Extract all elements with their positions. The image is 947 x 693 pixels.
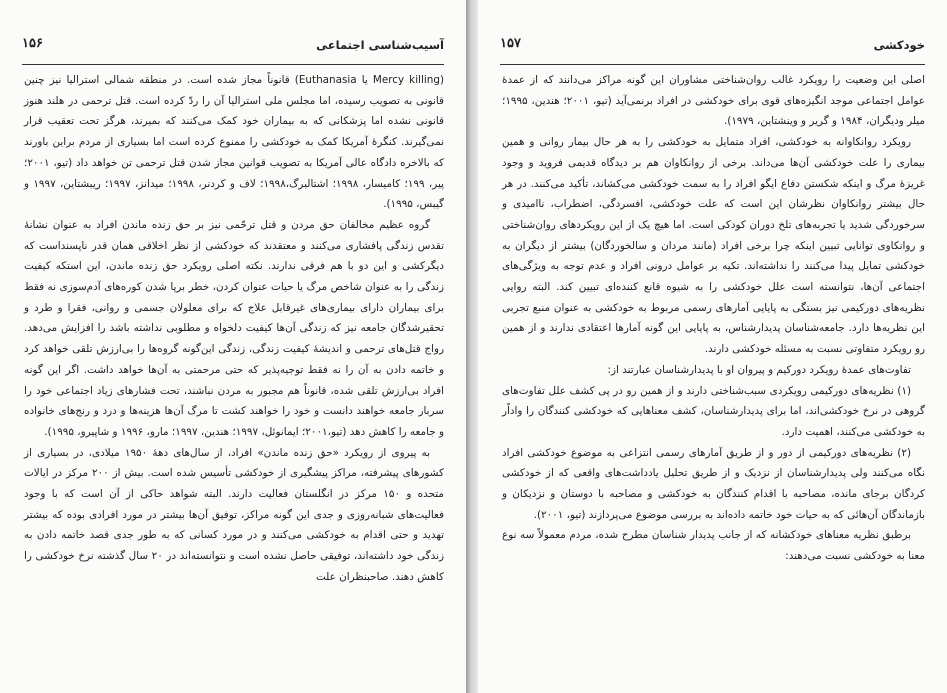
page-number: ۱۵۶ [22,36,43,51]
left-page [0,0,466,693]
paragraph: برطبق نظریه معناهای خودکشانه که از جانب پدیدار شناسان مطرح شده، مردم معمولاً سه نوع معنا به خودکشی نسبت می‌دهند: [502,529,925,563]
book-spine [466,0,478,693]
paragraph: تفاوت‌های عمدهٔ رویکرد دورکیم و پیروان او با پدیدارشناسان عبارتند از: [607,363,911,376]
paragraph: رویکرد روانکاوانه به خودکشی، افراد متمایل به خودکشی را به هر حال بیمار روانی و همین بیماری را علت خودکشی آن‌ها می‌داند. برخی از روانکاوان هم بر دیدگاه قدیمی فروید و وجود غریزهٔ مرگ و اینکه شکستن دفاع ایگو افراد را به سمت خودکشی می‌کشاند، تأکید می‌کنند. در هر حال بیشتر روانکاوان نظرشان این است که علت خودکشی، افسردگی، اضطراب، ناامیدی و سرخوردگی شدید یا تجربه‌های تلخ دوران کودکی است. اما هیچ یک از این رویکردهای روان‌شناختی و روانکاوی توانایی تبیین اینکه چرا برخی افراد (مانند مردان و سالخوردگان) بیشتر از دیگران به خودکشی تمایل پیدا می‌کنند را نداشته‌اند. تکیه بر عوامل درونی افراد و عدم توجه به ویژگی‌های اجتماعی آن‌ها، نتوانسته است علل خودکشی را به شیوه قانع کننده‌ای تبیین کند. البته روایی نظریه‌های دورکیمی نیز بستگی به پایایی آمارهای رسمی مربوط به خودکشی به عنوان منبع تجربی این نظریه‌ها دارد. جامعه‌شناسان پدیدارشناس، به پایایی این گونه آمارها اعتقادی ندارند و از همین رو رویکرد متفاوتی نسبت به مسئله خودکشی دارند. [502,136,925,356]
right-page [478,0,947,693]
running-title: خودکشی [873,38,925,52]
page-body [24,70,444,588]
paragraph: به پیروی از رویکرد «حق زنده ماندن» افراد، از سال‌های دههٔ ۱۹۵۰ میلادی، در بسیاری از کشورهای پیشرفته، مراکز پیشگیری از خودکشی تأسیس شده است. بیش از ۲۰۰ مرکز در ایالات متحده و ۱۵۰ مرکز در انگلستان فعالیت دارند. البته شواهد حاکی از آن است که با وجود فعالیت‌های شبانه‌روزی و جدی این گونه مراکز، توفیق آن‌ها بیشتر در مورد افرادی بوده که بیشتر تهدید و حتی اقدام به خودکشی می‌کنند و در مورد کسانی که به طور جدی قصد خاتمه دادن به زندگی خود داشته‌اند، توفیقی حاصل نشده است و نتوانسته‌اند در ۲۰ سال گذشته نرخ خودکشی را کاهش دهند. صاحبنظران علت [24,446,444,583]
paragraph: اصلی این وضعیت را رویکرد غالب روان‌شناختی مشاوران این گونه مراکز می‌دانند که از عمدهٔ عوامل اجتماعی موجد انگیزه‌های قوی برای خودکشی در افراد برنمی‌آید (تیو، ۲۰۰۱؛ هندین، ۱۹۹۵؛ میلر ودیگران، ۱۹۸۴ و گریر و وینشتاین، ۱۹۷۹). [502,74,925,128]
paragraph: (Mercy killing یا Euthanasia) قانوناً مجاز شده است. در منطقه شمالی استرالیا نیز چنین قانونی به تصویب رسیده، اما مجلس ملی استرالیا آن را ردّ کرده است. قتل ترحمی در هلند هنوز قانونی نشده اما پزشکانی که به بیماران خود کمک می‌کنند که بمیرند، هرگز تحت تعقیب قرار نمی‌گیرند. کنگرهٔ آمریکا کمک به خودکشی را ممنوع کرده است اما بسیاری از مردم براین باورند که بالاخره دادگاه عالی آمریکا به تصویب قوانین مجاز شدن قتل ترحمی تن خواهد داد (تیو، ۲۰۰۱؛ پیر، ۱۹۹؛ کامیسار، ۱۹۹۸؛ اشتالبرگ،۱۹۹۸؛ لاف و کردنر، ۱۹۹۸؛ میدانز، ۱۹۹۷؛ ریبشتاین، ۱۹۹۷ و گیبس، ۱۹۹۵). [24,74,444,211]
paragraph: گروه عظیم مخالفان حق مردن و قتل ترحّمی نیز بر حق زنده ماندن افراد به عنوان نشانهٔ تقدس زندگی پافشاری می‌کنند و معتقدند که خودکشی از نظر اخلاقی همان قدر ناپسنداست که دیگرکشی و این دو با هم فرقی ندارند. نکته اصلی رویکرد حق زنده ماندن، این استکه کیفیت زندگی را به عنوان شاخص مرگ یا حیات عنوان کردن، خطر برپا شدن کوره‌های آدم‌سوزی نه فقط برای بیماران دارای بیماری‌های غیرقابل علاج که برای معلولان جسمی و روانی، فقرا و طرد و تحقیرشدگان جامعه نیز که زندگی آن‌ها کیفیت دلخواه و مطلوبی نداشته باشد را افزایش می‌دهد. رواج قتل‌های ترحمی و اندیشهٔ کیفیت زندگی، زندگی این‌گونه گروه‌ها را بی‌ارزش تلقی خواهد کرد و خاتمه دادن به آن را نه فقط توجیه‌پذیر که حتی مرحمتی به آن‌ها خواهد داشت. اگر این گونه افراد بی‌ارزش تلقی شده، قانوناً هم مجبور به مردن نباشند، تحت فشارهای زیاد اجتماعی خود را سربار جامعه خواهند دانست و خود را خواهند کشت تا مرگ آن‌ها هزینه‌ها و درد و رنج‌های خانواده و جامعه را کاهش دهد (تیو،۲۰۰۱؛ ایمانوئل، ۱۹۹۷؛ هندین، ۱۹۹۷؛ مارو، ۱۹۹۶ و شاپیرو، ۱۹۹۵). [24,218,444,438]
page-body [502,70,925,567]
page-header [22,34,444,65]
list-item: (۲) نظریه‌های دورکیمی از دور و از طریق آمارهای رسمی انتزاعی به موضوع خودکشی افراد نگاه می‌کنند ولی پدیدارشناسان از نزدیک و از طریق تحلیل یادداشت‌های واقعی که از خودکشی کردگان برجای مانده، مصاحبه با اقدام کنندگان به خودکشی و مصاحبه با دوستان و نزدیکان و بازماندگان آن‌هائی که به حیات خود خاتمه داده‌اند به بررسی موضوع می‌پردازند (تیو، ۲۰۰۱). [502,446,925,521]
running-title: آسیب‌شناسی اجتماعی [316,38,444,52]
list-item: (۱) نظریه‌های دورکیمی رویکردی سبب‌شناختی دارند و از همین رو در پی کشف علل تفاوت‌های گروهی در نرخ خودکشی‌اند، اما برای پدیدارشناسان، کشف معناهایی که خودکشی کنندگان را واداًر به خودکشی می‌کنند، اهمیت دارد. [502,384,925,438]
page-header [500,34,925,65]
page-number: ۱۵۷ [500,36,521,51]
